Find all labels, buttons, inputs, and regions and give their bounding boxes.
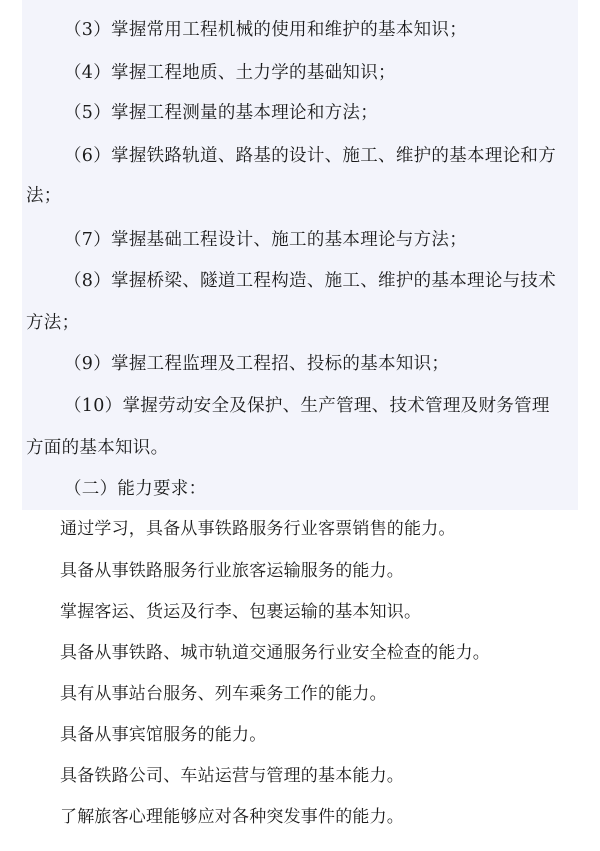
- ability-item: 具备从事铁路、城市轨道交通服务行业安全检查的能力。: [60, 643, 490, 663]
- knowledge-item-9: （9）掌握工程监理及工程招、投标的基本知识；: [64, 354, 450, 374]
- knowledge-item-8-cont: 方法；: [26, 313, 80, 333]
- knowledge-item-10: （10）掌握劳动安全及保护、生产管理、技术管理及财务管理: [64, 396, 550, 416]
- ability-item: 通过学习，具备从事铁路服务行业客票销售的能力。: [60, 519, 456, 539]
- knowledge-item-10-cont: 方面的基本知识。: [26, 438, 169, 458]
- knowledge-item-5: （5）掌握工程测量的基本理论和方法；: [64, 103, 379, 123]
- ability-item: 掌握客运、货运及行李、包裹运输的基本知识。: [60, 602, 422, 622]
- knowledge-item-3: （3）掌握常用工程机械的使用和维护的基本知识；: [64, 20, 468, 40]
- ability-item: 具备从事铁路服务行业旅客运输服务的能力。: [60, 561, 404, 581]
- ability-heading: （二）能力要求：: [64, 479, 207, 499]
- knowledge-item-4: （4）掌握工程地质、土力学的基础知识；: [64, 63, 396, 83]
- knowledge-item-6: （6）掌握铁路轨道、路基的设计、施工、维护的基本理论和方: [64, 146, 557, 166]
- knowledge-item-6-cont: 法；: [26, 186, 62, 206]
- ability-item: 具备铁路公司、车站运营与管理的基本能力。: [60, 766, 404, 786]
- knowledge-item-7: （7）掌握基础工程设计、施工的基本理论与方法；: [64, 230, 468, 250]
- ability-item: 具备从事宾馆服务的能力。: [60, 725, 267, 745]
- knowledge-item-8: （8）掌握桥梁、隧道工程构造、施工、维护的基本理论与技术: [64, 271, 557, 291]
- ability-item: 了解旅客心理能够应对各种突发事件的能力。: [60, 807, 404, 827]
- ability-item: 具有从事站台服务、列车乘务工作的能力。: [60, 684, 387, 704]
